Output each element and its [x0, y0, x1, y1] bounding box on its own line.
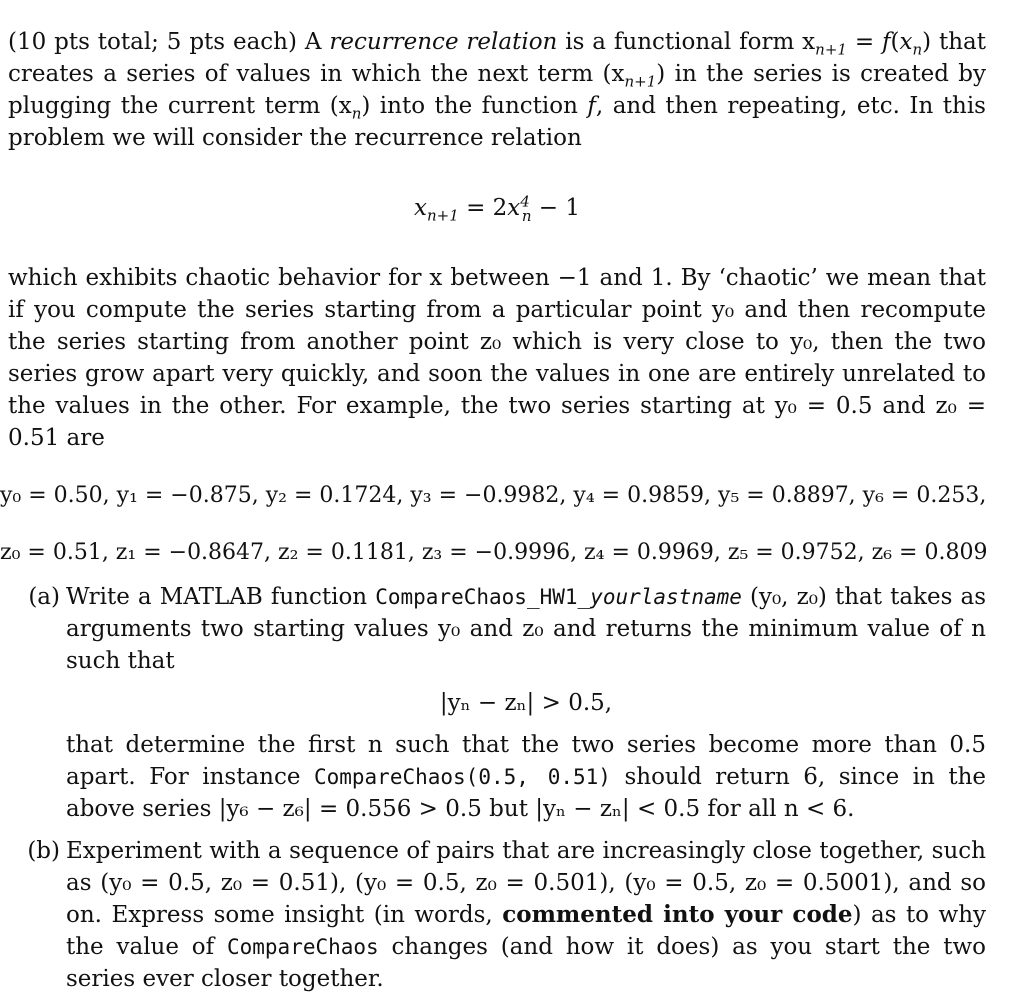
- part-b-text3: changes (and how it does) as you start the two series ever closer together.: [66, 934, 986, 992]
- part-a: [8, 581, 986, 825]
- part-b-bold: commented into your code: [502, 901, 853, 928]
- intro-f: f: [881, 29, 891, 55]
- intro-paragraph: (10 pts total; 5 pts each) A recurrence relation is a functional form $x_{n+1} = f(x_n)$ that creates a series of values in which the next term $(x_{n+1})$ in the series is created by plugging the current term $(x_n)$ into the function f, and then repeating, etc. In this problem we will consider the recurrence relation: [8, 29, 987, 151]
- intro-lead: (10 pts total; 5 pts each) A: [8, 29, 322, 55]
- intro-text1: is a functional form x: [565, 29, 816, 55]
- part-a-condition: |yₙ − zₙ| > 0.5,: [439, 690, 613, 716]
- part-a-text2: (y₀, z₀) that takes as arguments two starting values y₀ and z₀ and returns the minimum value of n such that: [66, 584, 987, 674]
- part-a-text3: that determine the first n such that the two series become more than 0.5 apart. For instance: [66, 732, 986, 790]
- series-y: y₀ = 0.50, y₁ = −0.875, y₂ = 0.1724, y₃ = −0.9982, y₄ = 0.9859, y₅ = 0.8897, y₆ = 0.253,: [0, 483, 987, 508]
- intro-text2: that creates a series of values in which the next term (x: [8, 29, 987, 87]
- intro-text5: , and then repeating, etc. In this problem we will consider the recurrence relation: [8, 93, 986, 151]
- part-b-text1: Experiment with a sequence of pairs that are increasingly close together, such as (y₀ = 0.5, z₀ = 0.51), (y₀ = 0.5, z₀ = 0.501), (y₀ = 0.5, z₀ = 0.5001), and so on. Express some insight (in words,: [66, 838, 986, 928]
- chaos-paragraph: which exhibits chaotic behavior for x between −1 and 1. By ‘chaotic’ we mean that if you compute the series starting from a particular point y₀ and then recompute the series starting from another point z₀ which is very close to y₀, then the two series grow apart very quickly, and soon the values in one are entirely unrelated to the values in the other. For example, the two series starting at y₀ = 0.5 and z₀ = 0.51 are: [8, 265, 986, 451]
- series-z: z₀ = 0.51, z₁ = −0.8647, z₂ = 0.1181, z₃ = −0.9996, z₄ = 0.9969, z₅ = 0.9752, z₆ = 0.809: [0, 540, 988, 565]
- part-a-function-name: CompareChaos_HW1_yourlastname: [375, 585, 742, 609]
- intro-text4: ) into the function: [361, 93, 578, 119]
- intro-text3: ) in the series is created by plugging the current term (x: [8, 61, 986, 119]
- recurrence-equation: $x_{n+1} = 2x^4_n - 1$: [413, 192, 581, 225]
- part-b: [8, 835, 986, 995]
- part-a-text4: should return 6, since in the above series |y₆ − z₆| = 0.556 > 0.5 but |yₙ − zₙ| < 0.5 for all n < 6.: [66, 764, 987, 822]
- problem-document: [0, 26, 988, 995]
- part-a-text1: Write a MATLAB function: [66, 584, 368, 610]
- part-a-label: (a): [28, 584, 60, 610]
- part-b-function-name: CompareChaos: [226, 935, 379, 959]
- part-a-example-call: CompareChaos(0.5, 0.51): [313, 765, 611, 789]
- intro-term: recurrence relation: [329, 29, 558, 55]
- part-b-label: (b): [27, 838, 60, 864]
- part-b-text2: ) as to why the value of: [66, 902, 987, 960]
